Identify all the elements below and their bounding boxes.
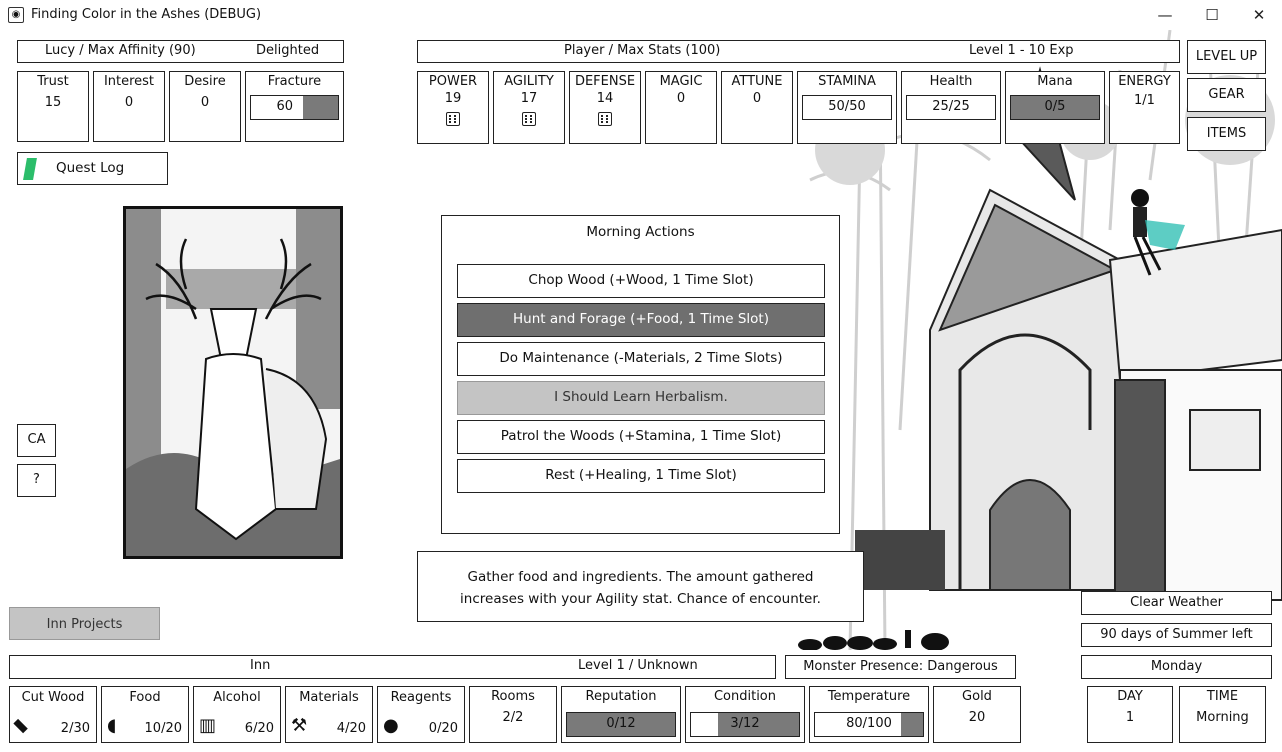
dice-icon[interactable] — [446, 112, 460, 126]
inn-header — [9, 655, 776, 679]
reputation-value: 0/12 — [606, 716, 636, 731]
companion-mood: Delighted — [256, 43, 320, 58]
desire-value: 0 — [200, 95, 210, 110]
weekday-label: Monday — [1081, 655, 1272, 679]
health-label: Health — [929, 74, 973, 89]
maximize-button[interactable]: ☐ — [1205, 6, 1219, 24]
help-button[interactable]: ? — [17, 464, 56, 497]
companion-header — [17, 40, 344, 63]
ca-button[interactable]: CA — [17, 424, 56, 457]
action-hunt-forage[interactable]: Hunt and Forage (+Food, 1 Time Slot) — [457, 303, 825, 337]
quest-log-button[interactable] — [17, 152, 168, 185]
reputation-bar — [566, 712, 676, 737]
stamina-value: 50/50 — [828, 99, 866, 114]
time-value: Morning — [1196, 710, 1249, 725]
condition-bar — [690, 712, 800, 737]
interest-label: Interest — [103, 74, 155, 89]
bread-icon: ◖ — [107, 715, 117, 736]
season-label: 90 days of Summer left — [1081, 623, 1272, 647]
inn-gold — [933, 686, 1021, 743]
health-bar — [906, 95, 996, 120]
monster-silhouettes — [798, 630, 949, 650]
rooms-label: Rooms — [491, 689, 535, 704]
barrel-icon: ▥ — [199, 715, 217, 736]
agility-stat — [493, 71, 565, 144]
tools-icon: ⚒ — [291, 715, 308, 736]
action-maintenance[interactable]: Do Maintenance (-Materials, 2 Time Slots) — [457, 342, 825, 376]
energy-value: 1/1 — [1134, 93, 1155, 108]
trust-value: 15 — [44, 95, 62, 110]
time-label: TIME — [1206, 689, 1239, 704]
action-description: Gather food and ingredients. The amount gathered increases with your Agility stat. Chance of encounter. — [417, 551, 864, 622]
fracture-bar — [250, 95, 339, 120]
power-label: POWER — [428, 74, 478, 89]
interest-value: 0 — [124, 95, 134, 110]
defense-value: 14 — [596, 91, 614, 106]
time-display — [1179, 686, 1266, 743]
minimize-button[interactable]: — — [1157, 6, 1173, 24]
resource-value: 10/20 — [144, 721, 182, 736]
condition-value: 3/12 — [730, 716, 760, 731]
resource-value: 0/20 — [428, 721, 458, 736]
inn-name: Inn — [250, 658, 271, 673]
trust-label: Trust — [37, 74, 69, 89]
agility-value: 17 — [520, 91, 538, 106]
resource-reagents — [377, 686, 465, 743]
day-value: 1 — [1125, 710, 1135, 725]
resource-food — [101, 686, 189, 743]
game-icon: ◉ — [8, 7, 24, 23]
stamina-bar — [802, 95, 892, 120]
player-header — [417, 40, 1180, 63]
health-value: 25/25 — [932, 99, 970, 114]
power-stat — [417, 71, 489, 144]
attune-stat — [721, 71, 793, 144]
dice-icon[interactable] — [598, 112, 612, 126]
mana-value: 0/5 — [1044, 99, 1066, 114]
agility-label: AGILITY — [504, 74, 554, 89]
interest-stat — [93, 71, 165, 142]
resource-materials — [285, 686, 373, 743]
close-button[interactable]: ✕ — [1252, 6, 1266, 24]
magic-stat — [645, 71, 717, 144]
level-up-button[interactable]: LEVEL UP — [1187, 40, 1266, 74]
attune-value: 0 — [752, 91, 762, 106]
items-button[interactable]: ITEMS — [1187, 117, 1266, 151]
inn-rooms — [469, 686, 557, 743]
desire-stat — [169, 71, 241, 142]
mana-label: Mana — [1037, 74, 1073, 89]
companion-portrait — [123, 206, 343, 559]
resource-label: Reagents — [390, 690, 452, 705]
quest-log-icon — [23, 158, 37, 180]
quest-log-label: Quest Log — [56, 160, 125, 176]
fracture-value: 60 — [276, 99, 293, 114]
action-patrol-woods[interactable]: Patrol the Woods (+Stamina, 1 Time Slot) — [457, 420, 825, 454]
energy-stat — [1109, 71, 1180, 144]
magic-value: 0 — [676, 91, 686, 106]
attune-label: ATTUNE — [731, 74, 783, 89]
rooms-value: 2/2 — [502, 710, 524, 725]
gold-value: 20 — [968, 710, 986, 725]
window-title: Finding Color in the Ashes (DEBUG) — [31, 7, 262, 22]
actions-title: Morning Actions — [586, 224, 695, 240]
resource-label: Food — [129, 690, 161, 705]
potion-icon: ● — [383, 715, 399, 736]
energy-label: ENERGY — [1118, 74, 1171, 89]
resource-value: 6/20 — [244, 721, 274, 736]
stamina-label: STAMINA — [818, 74, 876, 89]
magic-label: MAGIC — [659, 74, 703, 89]
resource-value: 4/20 — [336, 721, 366, 736]
day-display — [1087, 686, 1173, 743]
action-rest[interactable]: Rest (+Healing, 1 Time Slot) — [457, 459, 825, 493]
resource-alcohol — [193, 686, 281, 743]
inn-level: Level 1 / Unknown — [578, 658, 698, 673]
action-learn-herbalism[interactable]: I Should Learn Herbalism. — [457, 381, 825, 415]
power-value: 19 — [444, 91, 462, 106]
inn-projects-button[interactable]: Inn Projects — [9, 607, 160, 640]
weather-label: Clear Weather — [1081, 591, 1272, 615]
temperature-label: Temperature — [827, 689, 911, 704]
monster-presence: Monster Presence: Dangerous — [785, 655, 1016, 679]
title-bar — [0, 0, 1282, 30]
player-max-stats: Player / Max Stats (100) — [564, 43, 721, 58]
resource-label: Alcohol — [213, 690, 261, 705]
wood-icon: ▮ — [9, 714, 31, 737]
dice-icon[interactable] — [522, 112, 536, 126]
gold-label: Gold — [962, 689, 992, 704]
defense-label: DEFENSE — [574, 74, 636, 89]
condition-label: Condition — [713, 689, 777, 704]
resource-label: Materials — [299, 690, 359, 705]
temperature-value: 80/100 — [846, 716, 892, 731]
resource-cut-wood — [9, 686, 97, 743]
defense-stat — [569, 71, 641, 144]
desire-label: Desire — [184, 74, 226, 89]
gear-button[interactable]: GEAR — [1187, 78, 1266, 112]
player-level: Level 1 - 10 Exp — [969, 43, 1074, 58]
temperature-bar — [814, 712, 924, 737]
reputation-label: Reputation — [585, 689, 657, 704]
fracture-label: Fracture — [267, 74, 322, 89]
mana-bar — [1010, 95, 1100, 120]
action-chop-wood[interactable]: Chop Wood (+Wood, 1 Time Slot) — [457, 264, 825, 298]
companion-affinity: Lucy / Max Affinity (90) — [45, 43, 196, 58]
day-label: DAY — [1117, 689, 1143, 704]
resource-value: 2/30 — [60, 721, 90, 736]
stag-illustration — [126, 209, 340, 556]
trust-stat — [17, 71, 89, 142]
resource-label: Cut Wood — [21, 690, 85, 705]
